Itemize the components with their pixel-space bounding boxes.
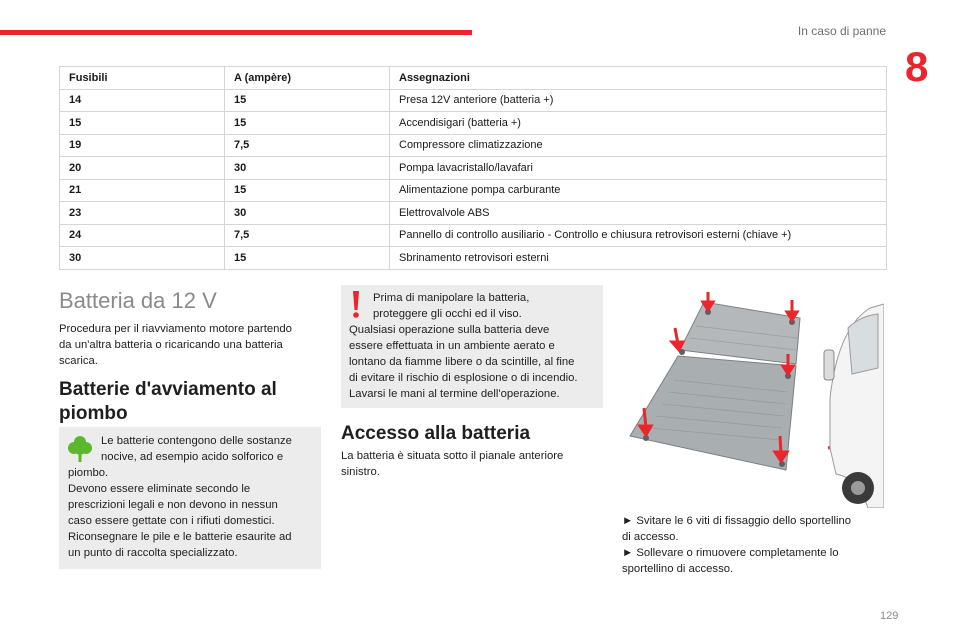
note-line: prescrizioni legali e non devono in nessun — [68, 499, 278, 511]
fuse-number: 15 — [60, 112, 225, 135]
fuse-amperes: 7,5 — [225, 134, 390, 157]
header-red-bar — [0, 30, 472, 35]
warning-line: essere effettuata in un ambiente aerato e — [349, 340, 555, 352]
fuse-amperes: 30 — [225, 202, 390, 225]
fuse-amperes: 7,5 — [225, 224, 390, 247]
table-header-row — [60, 67, 887, 90]
chapter-number: 8 — [905, 43, 929, 90]
section-title: In caso di panne — [797, 24, 886, 38]
warning-box — [341, 285, 603, 408]
warning-line: Prima di manipolare la batteria, — [373, 292, 530, 304]
table-row — [60, 157, 887, 180]
fuse-assignment: Presa 12V anteriore (batteria +) — [390, 89, 887, 112]
table-row — [60, 112, 887, 135]
fuse-amperes: 15 — [225, 179, 390, 202]
battery-access-floor-illustration — [620, 288, 884, 508]
intro-paragraph — [59, 321, 321, 369]
warning-line: di evitare il rischio di esplosione o di incendio. — [349, 372, 578, 384]
floor-panel-left — [630, 356, 796, 470]
table-row — [60, 202, 887, 225]
access-paragraph — [341, 448, 603, 480]
warning-line: Lavarsi le mani al termine dell'operazione. — [349, 388, 560, 400]
col-header-assignments: Assegnazioni — [390, 67, 887, 90]
text-line: da un'altra batteria o ricaricando una batteria — [59, 339, 283, 351]
table-row — [60, 224, 887, 247]
fuse-number: 21 — [60, 179, 225, 202]
table-row — [60, 134, 887, 157]
fuse-assignment: Pompa lavacristallo/lavafari — [390, 157, 887, 180]
fuse-table — [59, 66, 887, 270]
fuse-assignment: Alimentazione pompa carburante — [390, 179, 887, 202]
note-line: Le batterie contengono delle sostanze — [101, 435, 292, 447]
fuse-number: 20 — [60, 157, 225, 180]
fuse-assignment: Sbrinamento retrovisori esterni — [390, 247, 887, 270]
note-line: Riconsegnare le pile e le batterie esaurite ad — [68, 531, 292, 543]
subheading-battery-access: Accesso alla batteria — [341, 423, 531, 444]
page-number: 129 — [880, 610, 899, 622]
warning-line: proteggere gli occhi ed il viso. — [373, 308, 522, 320]
fuse-amperes: 15 — [225, 112, 390, 135]
note-line: Devono essere eliminate secondo le — [68, 483, 251, 495]
text-line: La batteria è situata sotto il pianale anteriore — [341, 450, 564, 462]
environment-note-box — [59, 427, 321, 569]
fuse-number: 24 — [60, 224, 225, 247]
fuse-number: 23 — [60, 202, 225, 225]
step-line: di accesso. — [622, 531, 679, 543]
table-row — [60, 179, 887, 202]
warning-line: Qualsiasi operazione sulla batteria deve — [349, 324, 550, 336]
leaf-environment-icon — [68, 434, 92, 462]
fuse-amperes: 30 — [225, 157, 390, 180]
note-line: piombo. — [68, 467, 109, 479]
step-line: ► Sollevare o rimuovere completamente lo — [622, 547, 839, 559]
step-line: ► Svitare le 6 viti di fissaggio dello sportellino — [622, 515, 852, 527]
step-line: sportellino di accesso. — [622, 563, 734, 575]
warning-exclamation-icon — [351, 291, 361, 319]
fuse-assignment: Accendisigari (batteria +) — [390, 112, 887, 135]
access-cover-panel — [680, 302, 800, 364]
table-row — [60, 247, 887, 270]
section-heading-battery: Batteria da 12 V — [59, 288, 217, 313]
text-line: sinistro. — [341, 466, 380, 478]
heading-line: piombo — [59, 403, 128, 424]
van-front-drawing — [824, 304, 884, 508]
fuse-assignment: Elettrovalvole ABS — [390, 202, 887, 225]
fuse-amperes: 15 — [225, 89, 390, 112]
note-line: caso essere gettate con i rifiuti domestici. — [68, 515, 275, 527]
steps-paragraph — [622, 513, 884, 577]
text-line: Procedura per il riavviamento motore partendo — [59, 323, 292, 335]
fuse-number: 19 — [60, 134, 225, 157]
fuse-number: 14 — [60, 89, 225, 112]
col-header-fuses: Fusibili — [60, 67, 225, 90]
fuse-number: 30 — [60, 247, 225, 270]
warning-line: lontano da fiamme libere o da scintille, al fine — [349, 356, 575, 368]
fuse-assignment: Pannello di controllo ausiliario - Controllo e chiusura retrovisori esterni (chiave +) — [390, 224, 887, 247]
fuse-assignment: Compressore climatizzazione — [390, 134, 887, 157]
subheading-lead-batteries — [59, 378, 321, 426]
note-line: nocive, ad esempio acido solforico e — [101, 451, 284, 463]
note-line: un punto di raccolta specializzato. — [68, 547, 238, 559]
heading-line: Batterie d'avviamento al — [59, 379, 277, 400]
fuse-amperes: 15 — [225, 247, 390, 270]
col-header-amperes: A (ampère) — [225, 67, 390, 90]
text-line: scarica. — [59, 355, 98, 367]
table-row — [60, 89, 887, 112]
